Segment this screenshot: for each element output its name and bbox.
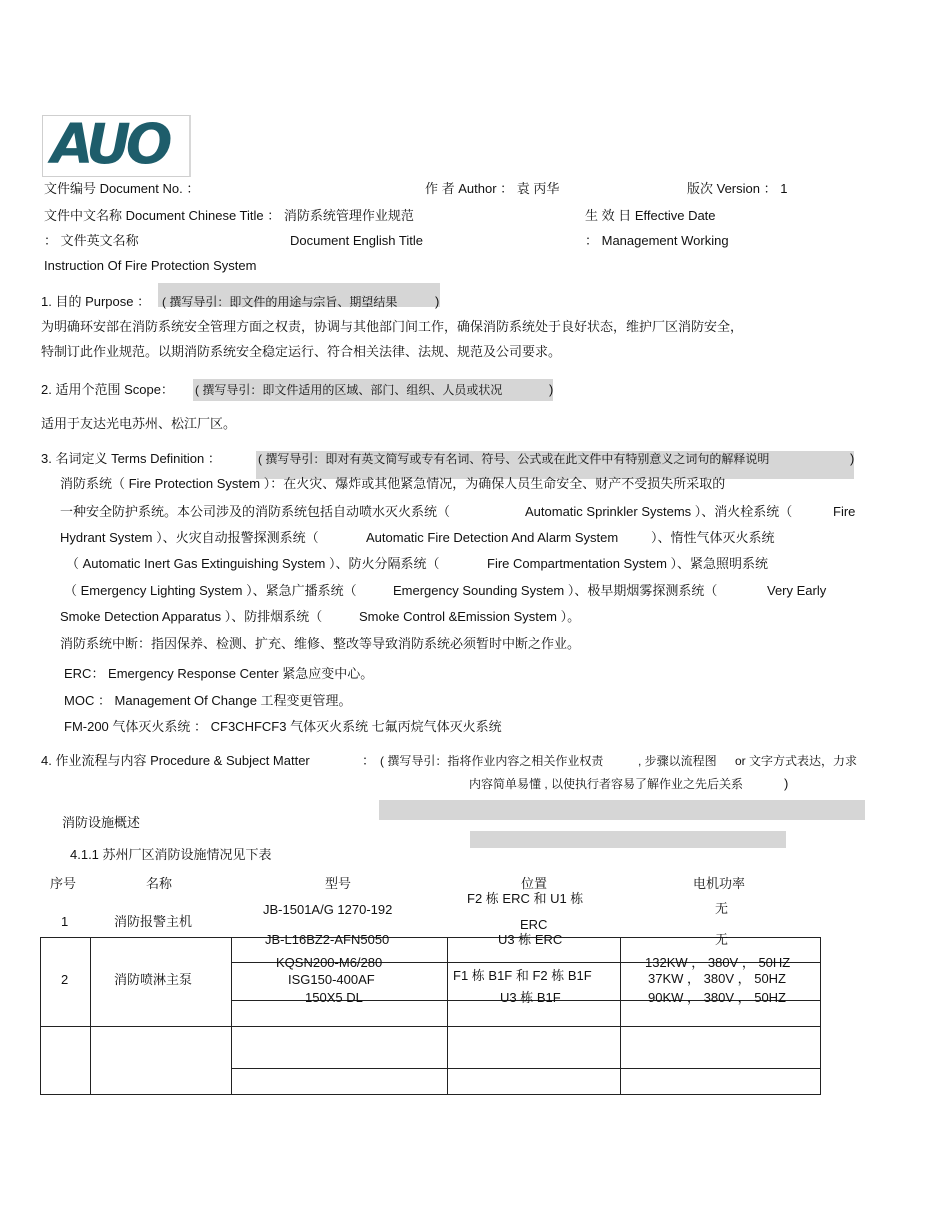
row-2-no: 2 [61,972,69,987]
logo-text: AUO [51,112,168,176]
definition-fm200: FM-200 气体灭火系统 ： CF3CHFCF3 气体灭火系统 七氟丙烷气体灭火系统 [64,719,502,734]
guide-highlight [379,800,865,820]
row-1-power: 无 [715,901,729,916]
row-1-no: 1 [61,914,69,929]
row-1-model: JB-L16BZ2-AFN5050 [265,932,390,947]
suzhou-facilities-caption: 4.1.1 苏州厂区消防设施情况见下表 [70,847,272,862]
definition-line: Fire [833,504,856,519]
row-2-model: KQSN200-M6/280 [276,955,383,970]
definition-line: ）、惰性气体灭火系统 [651,530,775,545]
definition-line: 一种安全防护系统。本公司涉及的消防系统包括自动喷水灭火系统（ [60,504,451,519]
definition-line: Hydrant System ）、火灾自动报警探测系统（ [60,530,319,545]
company-logo [42,112,191,177]
definition-line: Smoke Detection Apparatus ）、防排烟系统（ [60,609,323,624]
section-1-guide-end: ) [435,294,440,309]
english-title-value: ： Management Working [585,233,729,248]
row-2-name: 消防喷淋主泵 [114,972,193,987]
facilities-overview-heading: 消防设施概述 [62,815,141,830]
section-2-text-line: 适用于友达光电苏州、松江厂区。 [41,416,237,431]
section-3-guide: ( 撰写导引：即对有英文简写或专有名词、符号、公式或在此文件中有特别意义之词句的解释说明 [258,452,770,466]
row-2-power: 132KW ， 380V ， 50HZ [645,955,791,970]
section-2-heading: 2. 适用个范围 Scope： [41,382,174,397]
definition-line: （ Emergency Lighting System ）、紧急广播系统（ [64,583,357,598]
section-4-heading: 4. 作业流程与内容 Procedure & Subject Matter [41,753,310,768]
definition-line: 消防系统中断：指因保养、检测、扩充、维修、整改等导致消防系统必须暂时中断之作业。 [60,636,581,651]
doc-number-label: 文件编号 Document No. ： [44,181,200,196]
guide-highlight [470,831,786,848]
row-1-location: ERC [520,917,548,932]
row-1-location: U3 栋 ERC [498,932,563,947]
version-field: 版次 Version ： 1 [687,181,788,196]
definition-line: Very Early [767,583,827,598]
english-title-label: ： 文件英文名称 [44,233,139,248]
row-1-name: 消防报警主机 [114,914,193,929]
row-2-location: U3 栋 B1F [500,990,561,1005]
table-header-power: 电机功率 [693,876,746,891]
effective-date-label: 生 效 日 Effective Date [585,208,716,223]
definition-line: Emergency Sounding System ）、极早期烟雾探测系统（ [393,583,718,598]
definition-line: （ Automatic Inert Gas Extinguishing System ）、防火分隔系统（ [66,556,440,571]
section-1-text-line: 为明确环安部在消防系统安全管理方面之权责，协调与其他部门间工作，确保消防系统处于良好状态，维护厂区消防安全， [41,319,744,334]
definition-erc: ERC： Emergency Response Center 紧急应变中心。 [64,666,374,681]
table-header-name: 名称 [146,876,173,891]
definition-line: 消防系统（ Fire Protection System ）：在火灾、爆炸或其他紧急情况，为确保人员生命安全、财产不受损失所采取的 [60,476,726,491]
author-field: 作 者 Author ： 袁 丙华 [425,181,560,196]
table-header-model: 型号 [325,876,352,891]
section-3-guide-end: ) [850,451,855,466]
section-4-colon: ： [362,753,376,768]
definition-moc: MOC ： Management Of Change 工程变更管理。 [64,693,352,708]
chinese-title-field: 文件中文名称 Document Chinese Title ： 消防系统管理作业规范 [44,208,414,223]
section-4-guide: , 步骤以流程图 [638,754,717,768]
section-4-guide: ( 撰写导引：指将作业内容之相关作业权责 [380,754,604,768]
row-1-model: JB-1501A/G 1270-192 [263,902,393,917]
table-header-location: 位置 [521,876,548,891]
section-4-guide: 内容简单易懂 , 以使执行者容易了解作业之先后关系 [469,777,744,791]
section-3-heading: 3. 名词定义 Terms Definition ： [41,451,221,466]
section-1-guide: ( 撰写导引：即文件的用途与宗旨、期望结果 [162,295,398,309]
row-2-power: 90KW ， 380V ， 50HZ [648,990,786,1005]
row-2-location: F1 栋 B1F 和 F2 栋 B1F [453,968,592,983]
section-1-heading: 1. 目的 Purpose ： [41,294,151,309]
english-title-value-cont: Instruction Of Fire Protection System [44,258,257,273]
definition-line: Automatic Fire Detection And Alarm System [366,530,619,545]
section-4-guide: or 文字方式表达，力求 [735,754,858,768]
definition-line: Fire Compartmentation System ）、紧急照明系统 [487,556,769,571]
row-1-location: F2 栋 ERC 和 U1 栋 [467,891,584,906]
section-4-guide-end: ) [784,776,789,791]
table-header-no: 序号 [50,876,77,891]
row-2-model: 150X5 DL [305,990,363,1005]
section-2-guide-end: ) [549,382,554,397]
english-title-label-en: Document English Title [290,233,423,248]
row-1-power: 无 [715,932,729,947]
definition-line: Automatic Sprinkler Systems ）、消火栓系统（ [525,504,793,519]
row-2-model: ISG150-400AF [288,972,375,987]
section-1-text-line: 特制订此作业规范。以期消防系统安全稳定运行、符合相关法律、法规、规范及公司要求。 [41,344,562,359]
row-2-power: 37KW ， 380V ， 50HZ [648,971,786,986]
definition-line: Smoke Control &Emission System ）。 [359,609,581,624]
section-2-guide: ( 撰写导引：即文件适用的区域、部门、组织、人员或状况 [195,383,503,397]
